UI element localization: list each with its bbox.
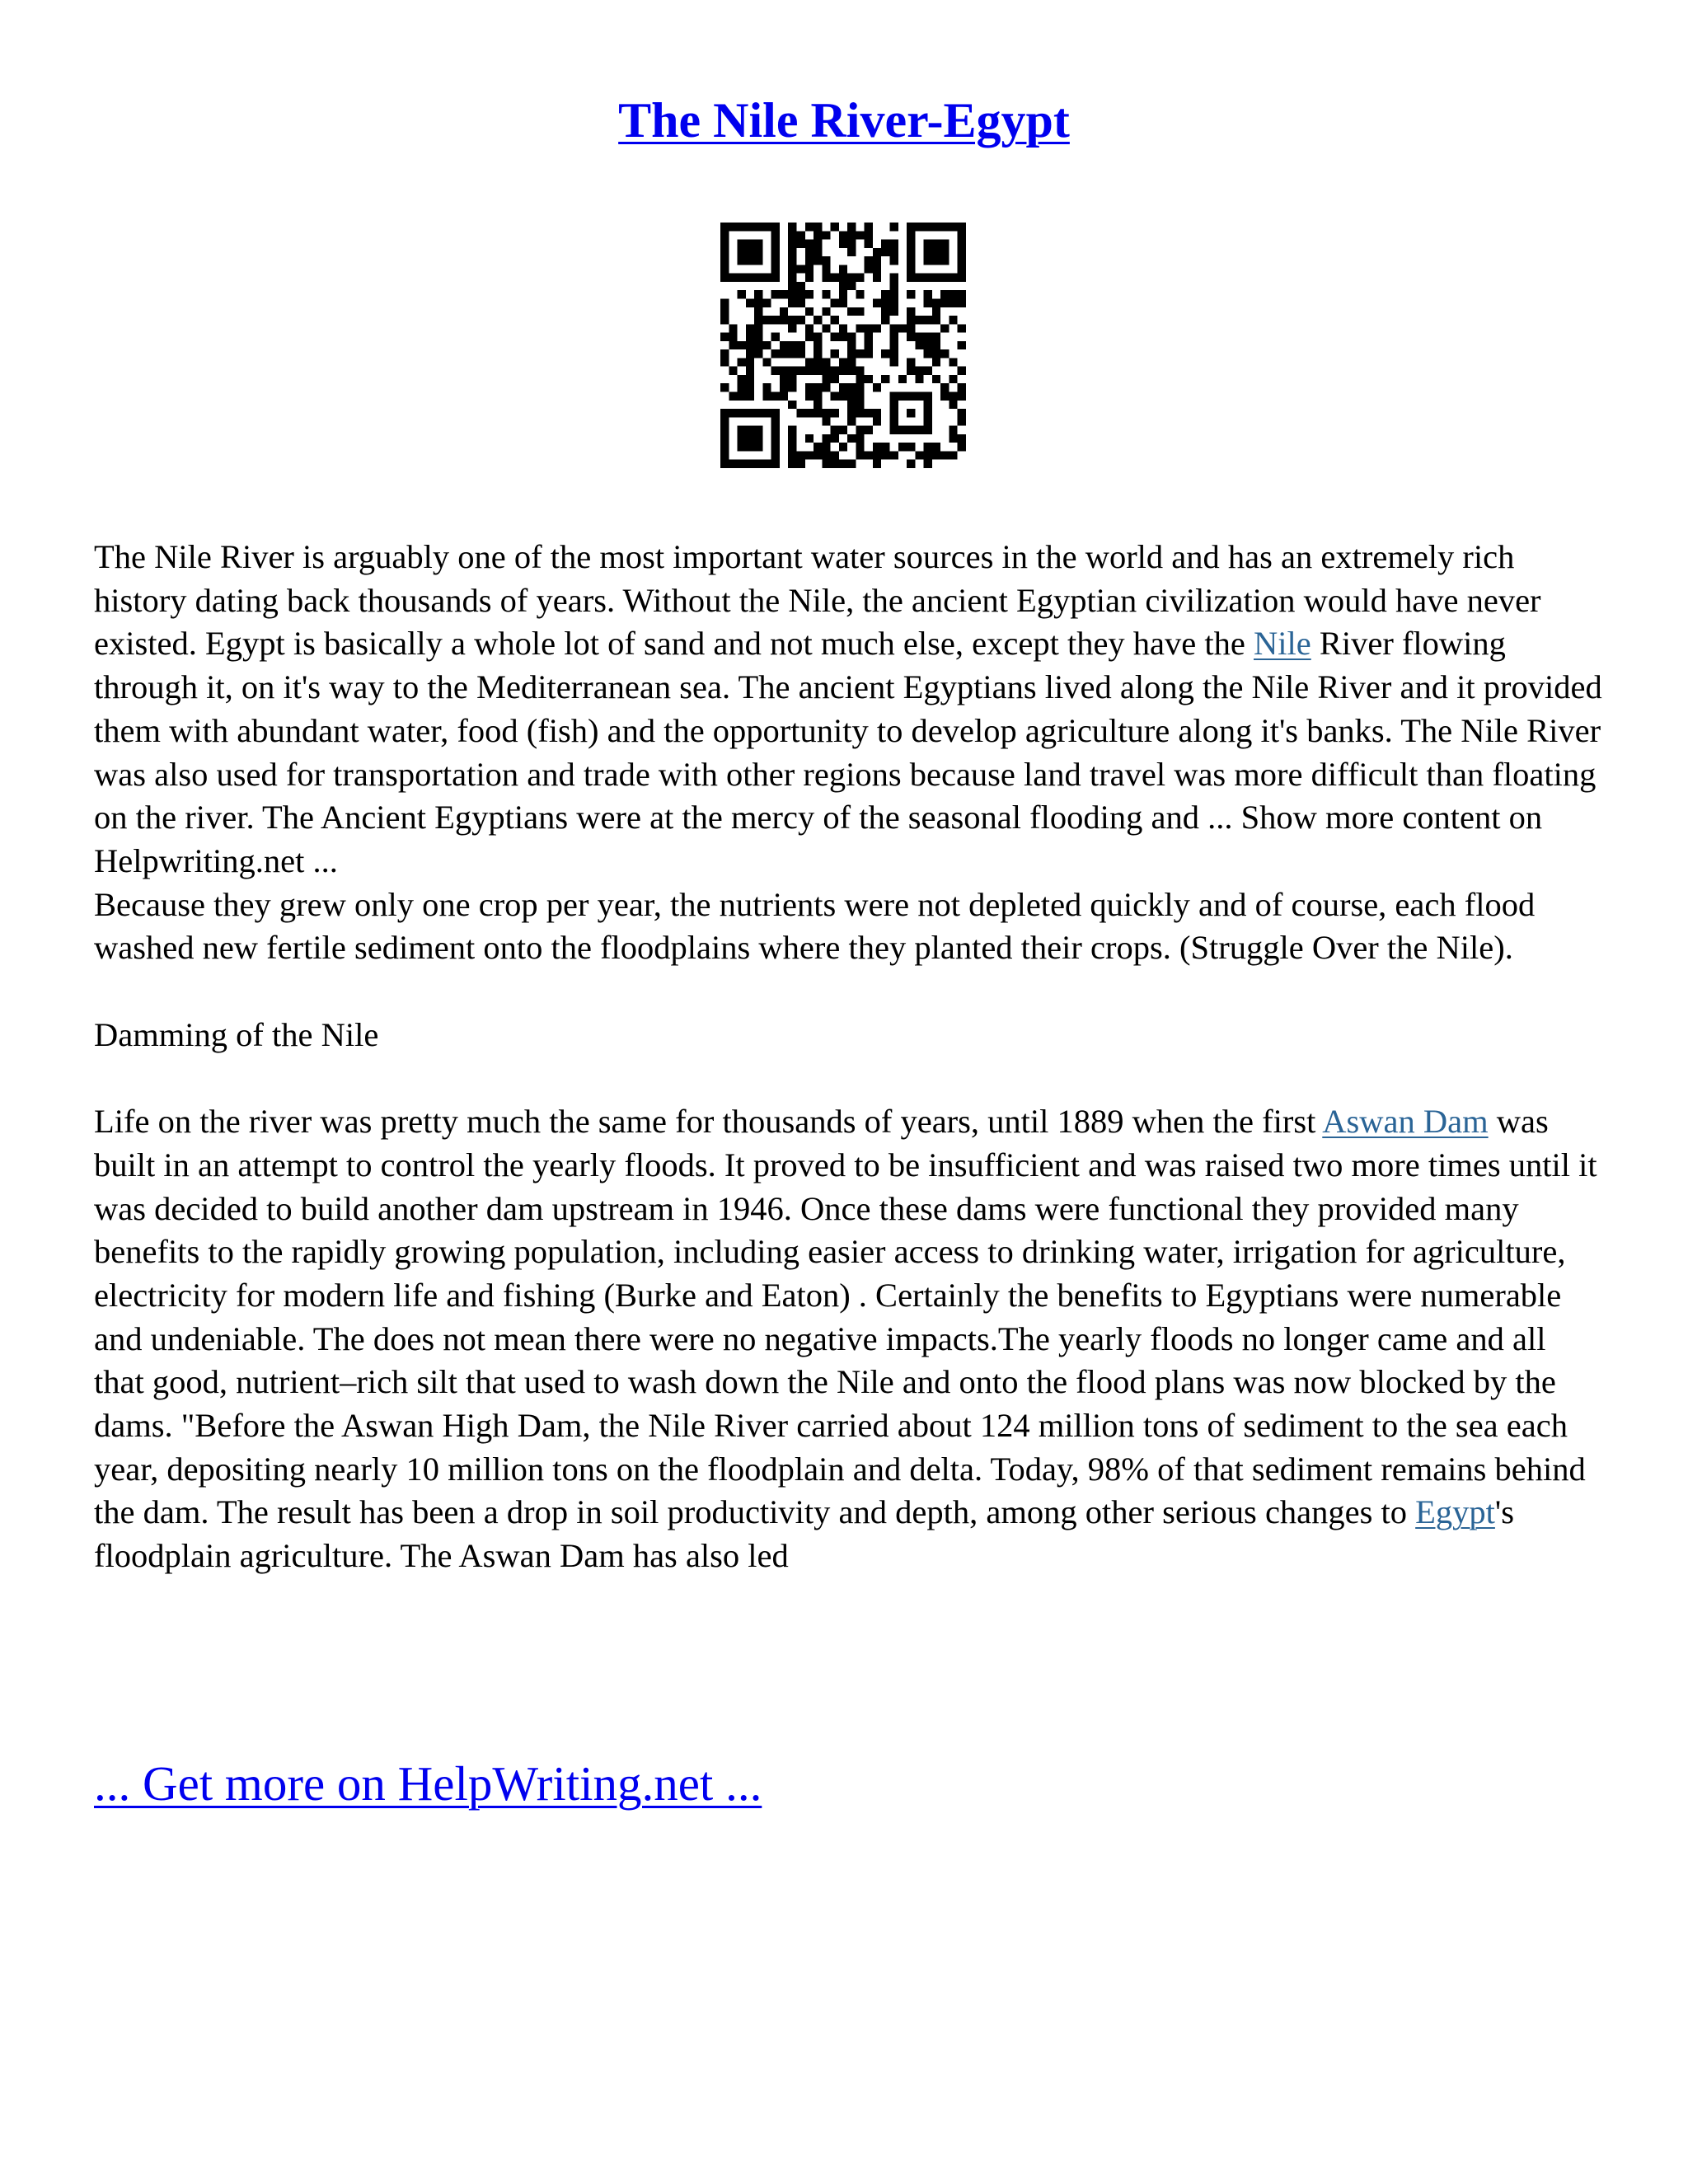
page-title-link[interactable]: The Nile River-Egypt — [618, 93, 1070, 148]
paragraph-crops: Because they grew only one crop per year, the nutrients were not depleted quickly and of course, each flood washed new fertile sediment onto the floodplains where they planted their crops. (Struggle Over the Nile). — [94, 885, 1536, 967]
paragraph-damming — [94, 1100, 1602, 1578]
paragraph-damming-text-2: was built in an attempt to control the yearly floods. It proved to be insufficient and was raised two more times until it was decided to build another dam upstream in 1946. Once these dams were functional they provided many benefits to the rapidly growing population, including easier access to drinking water, irrigation for agriculture, electricity for modern life and fishing (Burke and Eaton) . Certainly the benefits to Egyptians were numerable and undeniable. The does not mean there were no negative impacts.The yearly floods no longer came and all that good, nutrient–rich silt that used to wash down the Nile and onto the flood plans was now blocked by the dams. "Before the Aswan High Dam, the Nile River carried about 124 million tons of sediment to the sea each year, depositing nearly 10 million tons on the floodplain and delta. Today, 98% of that sediment remains behind the dam. The result has been a drop in soil productivity and depth, among other serious changes to — [94, 1103, 1597, 1531]
article-body — [94, 536, 1602, 1578]
paragraph-spacer — [94, 970, 1602, 1014]
paragraph-intro-text-2: River flowing through it, on it's way to the Mediterranean sea. The ancient Egyptians lived along the Nile River and it provided them with abundant water, food (fish) and the opportunity to develop agriculture along it's banks. The Nile River was also used for transportation and trade with other regions because land travel was more difficult than floating on the river. The Ancient Egyptians were at the mercy of the seasonal flooding and ... Show more content on Helpwriting.net ... — [94, 625, 1602, 879]
section-heading-damming: Damming of the Nile — [94, 1015, 379, 1053]
nile-link[interactable]: Nile — [1253, 625, 1311, 663]
paragraph-spacer — [94, 1057, 1602, 1100]
qr-code-image — [720, 223, 966, 468]
paragraph-intro-text-1: The Nile River is arguably one of the most important water sources in the world and has an extremely rich history dating back thousands of years. Without the Nile, the ancient Egyptian civilization would have never existed. Egypt is basically a whole lot of sand and not much else, except they have the — [94, 538, 1541, 663]
paragraph-damming-text-3: 's floodplain agriculture. The Aswan Dam has also led — [94, 1493, 1514, 1575]
paragraph-damming-text-1: Life on the river was pretty much the same for thousands of years, until 1889 when the first — [94, 1103, 1323, 1141]
paragraph-intro — [94, 536, 1602, 883]
get-more-link[interactable]: ... Get more on HelpWriting.net ... — [94, 1756, 762, 1811]
qr-code-svg — [720, 223, 966, 468]
aswan-dam-link[interactable]: Aswan Dam — [1322, 1103, 1489, 1141]
egypt-link[interactable]: Egypt — [1415, 1493, 1495, 1531]
title-container — [0, 89, 1688, 152]
